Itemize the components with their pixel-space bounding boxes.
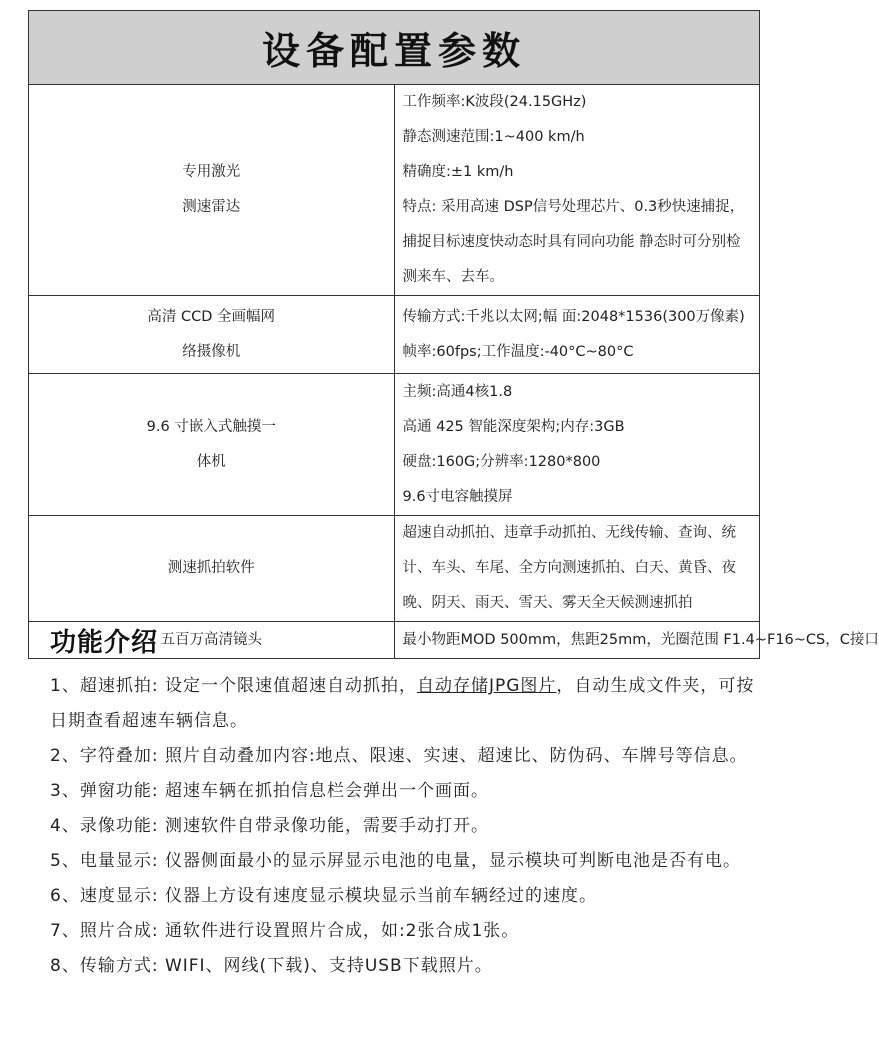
- row-category: [29, 296, 395, 374]
- functions-section: [50, 622, 879, 984]
- row-details: [394, 374, 760, 516]
- detail-line: 静态测速范围:1~400 km/h: [402, 129, 585, 145]
- table-row: [29, 516, 760, 622]
- category-line: 体机: [196, 453, 226, 470]
- detail-line: 9.6寸电容触摸屏: [402, 488, 513, 505]
- category-line: 五百万高清镜头: [160, 631, 262, 648]
- function-text: 7、照片合成: 通软件进行设置照片合成，如:2张合成1张。: [50, 921, 520, 941]
- row-details: [394, 85, 760, 296]
- detail-paragraph: 特点: 采用高速 DSP信号处理芯片、0.3秒快速捕捉，捕捉目标速度快动态时具有同向功能 静态时可分别检测来车、去车。: [402, 199, 745, 285]
- table-row: [29, 85, 760, 296]
- row-category: [29, 374, 395, 516]
- detail-line: 帧率:60fps;工作温度:-40°C~80°C: [402, 343, 634, 360]
- detail-paragraph: 超速自动抓拍、违章手动抓拍、无线传输、查询、统计、车头、车尾、全方向测速抓拍、白天、黄昏、夜晚、阴天、雨天、雪天、雾天全天候测速抓拍: [402, 525, 736, 611]
- function-text: 3、弹窗功能: 超速车辆在抓拍信息栏会弹出一个画面。: [50, 781, 489, 801]
- category-line: 专用激光: [182, 164, 241, 180]
- function-text: 2、字符叠加: 照片自动叠加内容:地点、限速、实速、超速比、防伪码、车牌号等信息。: [50, 746, 748, 766]
- detail-line: 硬盘:160G;分辨率:1280*800: [402, 453, 601, 470]
- function-item: [50, 879, 760, 914]
- functions-title: 功能介绍: [50, 628, 159, 658]
- function-underlined-text: 自动存储JPG图片: [416, 676, 557, 696]
- function-text: 6、速度显示: 仪器上方设有速度显示模块显示当前车辆经过的速度。: [50, 886, 597, 906]
- detail-line: 主频:高通4核1.8: [402, 383, 513, 400]
- function-item: [50, 669, 760, 739]
- function-text: 5、电量显示: 仪器侧面最小的显示屏显示电池的电量，显示模块可判断电池是否有电。: [50, 851, 741, 871]
- row-category: [29, 85, 395, 296]
- function-item: [50, 774, 760, 809]
- function-text: 8、传输方式: WIFI、网线(下载)、支持USB下载照片。: [50, 956, 493, 976]
- function-text: 4、录像功能: 测速软件自带录像功能，需要手动打开。: [50, 816, 489, 836]
- row-details: [394, 516, 760, 622]
- table-row: [29, 374, 760, 516]
- table-row: [29, 296, 760, 374]
- function-item: [50, 809, 760, 844]
- category-line: 测速雷达: [182, 199, 241, 215]
- detail-line: 传输方式:千兆以太网;幅 面:2048*1536(300万像素): [402, 308, 745, 325]
- detail-line: 最小物距MOD 500mm，焦距25mm，光圈范围 F1.4~F16~CS，C接口: [402, 631, 879, 648]
- function-text: ，自动生成文件夹，可按日期查看超速车辆信息。: [50, 676, 755, 731]
- row-details: [394, 296, 760, 374]
- row-category: [29, 516, 395, 622]
- function-item: [50, 949, 760, 984]
- detail-line: 精确度:±1 km/h: [402, 164, 514, 180]
- table-title: 设备配置参数: [29, 11, 760, 85]
- function-item: [50, 844, 760, 879]
- function-item: [50, 914, 760, 949]
- detail-line: 工作频率:K波段(24.15GHz): [402, 94, 587, 110]
- function-item: [50, 739, 760, 774]
- category-line: 测速抓拍软件: [167, 560, 255, 576]
- category-line: 9.6 寸嵌入式触摸一: [146, 418, 276, 435]
- detail-line: 高通 425 智能深度架构;内存:3GB: [402, 418, 625, 435]
- category-line: 高清 CCD 全画幅网: [147, 308, 276, 325]
- spec-table: [28, 10, 879, 659]
- category-line: 络摄像机: [182, 343, 241, 360]
- function-text: 1、超速抓拍: 设定一个限速值超速自动抓拍，: [50, 676, 417, 696]
